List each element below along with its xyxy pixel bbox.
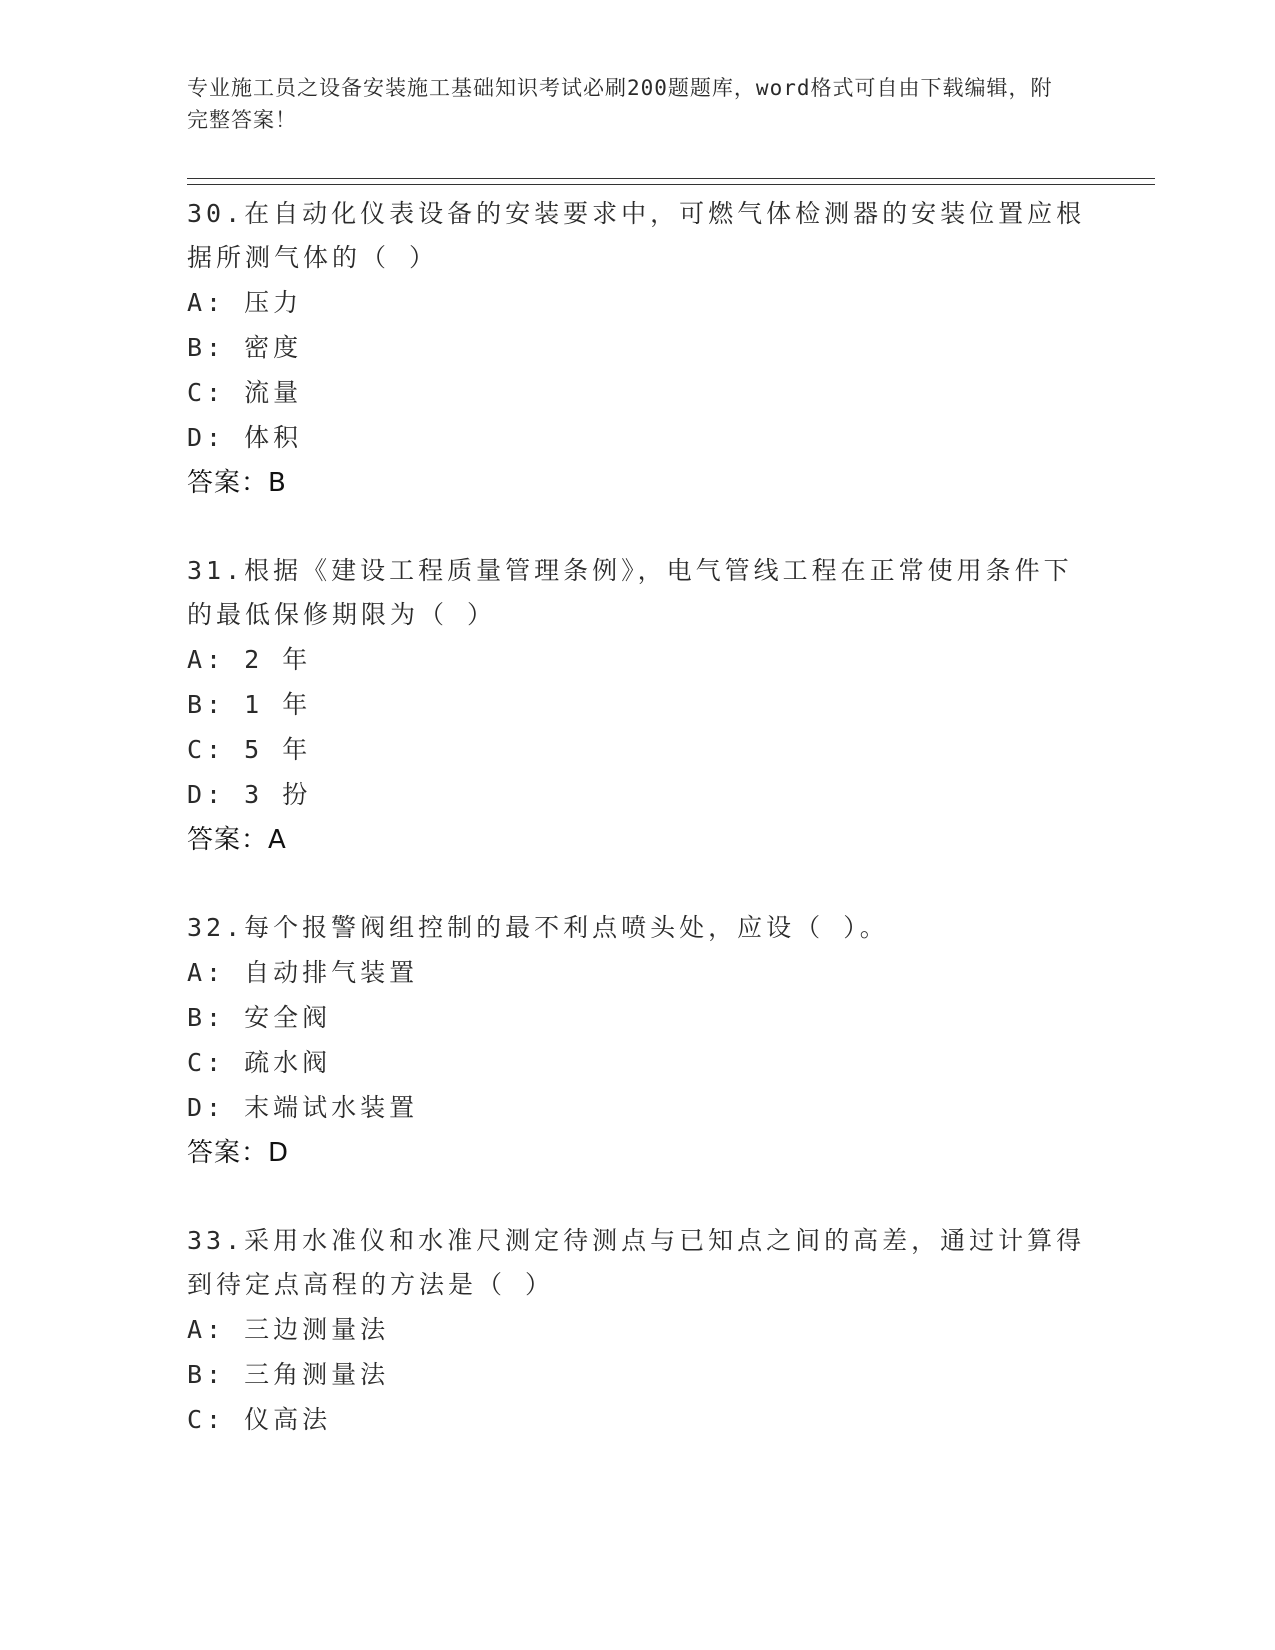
option-key: B: (187, 1360, 245, 1389)
question-list (187, 188, 1087, 1485)
option-text: 末端试水装置 (244, 1093, 419, 1122)
option-text: 密度 (244, 333, 303, 362)
question-33 (187, 1219, 1087, 1442)
answer-line: 答案：A (187, 825, 287, 855)
option-c (187, 370, 1087, 415)
question-30 (187, 192, 1087, 506)
option-text: 三角测量法 (244, 1360, 390, 1389)
option-text: 2 年 (244, 645, 312, 674)
question-stem: 33.采用水准仪和水准尺测定待测点与已知点之间的高差，通过计算得到待定点高程的方法是（ ） (187, 1226, 1086, 1299)
option-text: 3 扮 (244, 780, 312, 809)
option-key: B: (187, 690, 245, 719)
option-b (187, 1352, 1087, 1397)
option-text: 安全阀 (244, 1003, 332, 1032)
answer-line: 答案：B (187, 468, 287, 498)
question-stem: 32.每个报警阀组控制的最不利点喷头处，应设（ ）。 (187, 913, 889, 942)
option-d (187, 772, 1087, 817)
option-key: C: (187, 1048, 245, 1077)
option-text: 流量 (244, 378, 303, 407)
option-key: C: (187, 1405, 245, 1434)
option-text: 1 年 (244, 690, 312, 719)
question-32 (187, 906, 1087, 1176)
option-text: 体积 (244, 423, 303, 452)
header-divider-bottom (187, 184, 1155, 185)
option-b (187, 682, 1087, 727)
header-divider-top (187, 178, 1155, 179)
option-b (187, 995, 1087, 1040)
option-key: B: (187, 1003, 245, 1032)
option-key: C: (187, 735, 245, 764)
option-text: 5 年 (244, 735, 312, 764)
answer-line: 答案：D (187, 1138, 290, 1168)
option-key: B: (187, 333, 245, 362)
option-c (187, 1040, 1087, 1085)
question-stem: 30.在自动化仪表设备的安装要求中，可燃气体检测器的安装位置应根据所测气体的（ ） (187, 199, 1086, 272)
option-b (187, 325, 1087, 370)
option-text: 压力 (244, 288, 303, 317)
option-a (187, 1307, 1087, 1352)
option-key: C: (187, 378, 245, 407)
option-key: D: (187, 780, 245, 809)
option-a (187, 637, 1087, 682)
option-c (187, 727, 1087, 772)
option-key: A: (187, 1315, 245, 1344)
question-31 (187, 549, 1087, 863)
option-a (187, 950, 1087, 995)
option-text: 疏水阀 (244, 1048, 332, 1077)
option-key: A: (187, 645, 245, 674)
option-text: 仪高法 (244, 1405, 332, 1434)
question-stem: 31.根据《建设工程质量管理条例》，电气管线工程在正常使用条件下的最低保修期限为（ ） (187, 556, 1073, 629)
option-text: 三边测量法 (244, 1315, 390, 1344)
option-key: A: (187, 288, 245, 317)
option-key: A: (187, 958, 245, 987)
option-c (187, 1397, 1087, 1442)
document-header: 专业施工员之设备安装施工基础知识考试必刷200题题库，word格式可自由下载编辑，附完整答案！ (187, 76, 1053, 132)
option-key: D: (187, 1093, 245, 1122)
option-d (187, 1085, 1087, 1130)
option-d (187, 415, 1087, 460)
option-text: 自动排气装置 (244, 958, 419, 987)
option-a (187, 280, 1087, 325)
option-key: D: (187, 423, 245, 452)
